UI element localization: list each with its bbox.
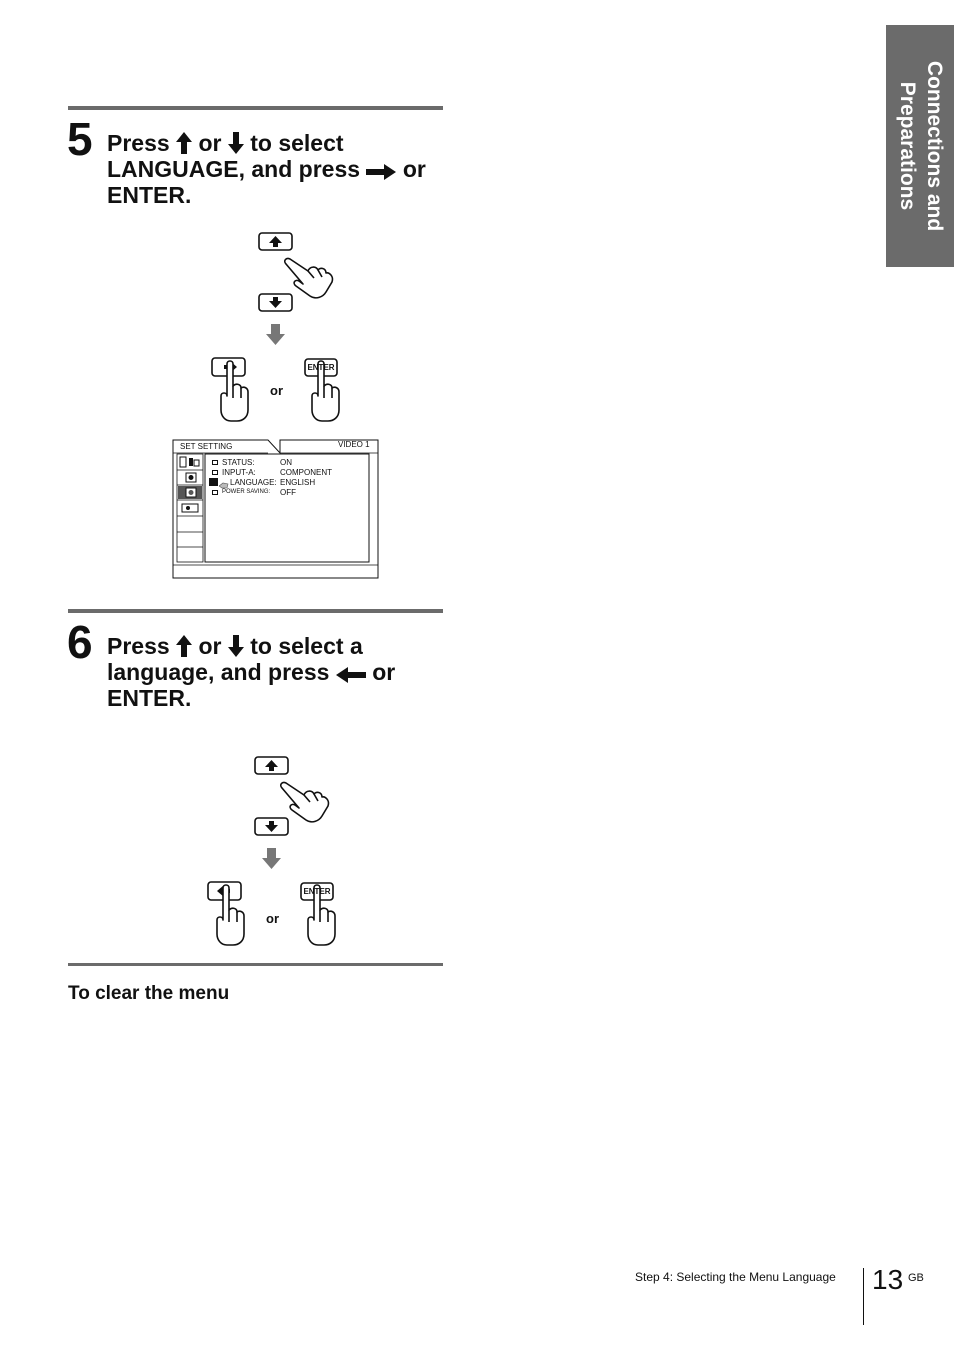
menu-item-bullet: [212, 460, 218, 465]
footer-divider: [863, 1268, 864, 1325]
clear-menu-rule: [68, 963, 443, 966]
menu-item-value: ENGLISH: [280, 478, 316, 487]
step5-number: 5: [67, 113, 93, 165]
step6-or2: or: [372, 659, 396, 685]
page-number-suffix: GB: [908, 1272, 924, 1284]
menu-item-label: POWER SAVING:: [222, 489, 271, 495]
menu-item-value: OFF: [280, 488, 296, 497]
step5-or2: or: [402, 156, 426, 182]
menu-item-value: ON: [280, 458, 292, 467]
section-tab-line2: Preparations: [896, 81, 919, 211]
section-tab: [886, 25, 954, 267]
down-flow-arrow-icon: [262, 848, 281, 869]
menu-screen-frame: [172, 437, 379, 579]
cursor-hand-icon: [219, 477, 229, 487]
menu-title: SET SETTING: [180, 442, 233, 451]
enter-key-label: ENTER: [303, 887, 331, 896]
section-tab-text: [886, 25, 954, 267]
step6-instruction: [107, 633, 447, 711]
section-tab-line1: Connections and: [923, 60, 946, 232]
step6-line2: language, and press: [107, 659, 330, 685]
step6-line3: ENTER.: [107, 685, 192, 711]
pointing-hand-icon: [281, 782, 329, 821]
enter-key-label: ENTER: [307, 363, 335, 372]
left-arrow-icon: [336, 667, 366, 683]
up-key-icon: [259, 233, 292, 250]
menu-screen: [172, 437, 379, 579]
or-label: or: [270, 383, 283, 398]
footer-caption: Step 4: Selecting the Menu Language: [635, 1270, 836, 1284]
menu-item-selected-marker: [209, 478, 218, 486]
step5-line2: LANGUAGE, and press: [107, 156, 361, 182]
step5-rule: [68, 106, 443, 110]
step6-or1: or: [198, 633, 222, 659]
up-key-icon: [255, 757, 288, 774]
step5-or1: or: [198, 130, 222, 156]
step6-updown-illustration: [246, 752, 346, 872]
step6-number: 6: [67, 616, 93, 668]
menu-item-label: LANGUAGE:: [230, 478, 277, 487]
page-number: 13: [872, 1264, 904, 1295]
pointing-hand-icon: [285, 258, 333, 297]
step6-to-select: to select a: [250, 633, 363, 659]
menu-source: VIDEO 1: [338, 440, 370, 449]
menu-item-bullet: [212, 470, 218, 475]
menu-item-label: STATUS:: [222, 458, 255, 467]
step6-rule: [68, 609, 443, 613]
down-arrow-icon: [228, 635, 244, 657]
menu-item-label: INPUT-A:: [222, 468, 256, 477]
audio-menu-icon: [178, 471, 202, 484]
up-arrow-icon: [176, 132, 192, 154]
clear-menu-title: To clear the menu: [68, 983, 230, 1004]
down-arrow-icon: [228, 132, 244, 154]
or-label: or: [266, 911, 279, 926]
step6-press: Press: [107, 633, 170, 659]
up-arrow-icon: [176, 635, 192, 657]
step5-updown-illustration: [250, 228, 350, 348]
step5-instruction: [107, 130, 447, 208]
menu-item-bullet: [212, 490, 218, 495]
down-key-icon: [259, 294, 292, 311]
right-arrow-icon: [366, 164, 396, 180]
step5-press: Press: [107, 130, 170, 156]
picture-menu-icon: [178, 455, 202, 469]
step5-line3: ENTER.: [107, 182, 192, 208]
step5-to-select: to select: [250, 130, 344, 156]
down-key-icon: [255, 818, 288, 835]
install-setting-menu-icon: [178, 501, 202, 515]
set-setting-menu-icon: [178, 486, 202, 499]
menu-item-value: COMPONENT: [280, 468, 332, 477]
down-flow-arrow-icon: [266, 324, 285, 345]
